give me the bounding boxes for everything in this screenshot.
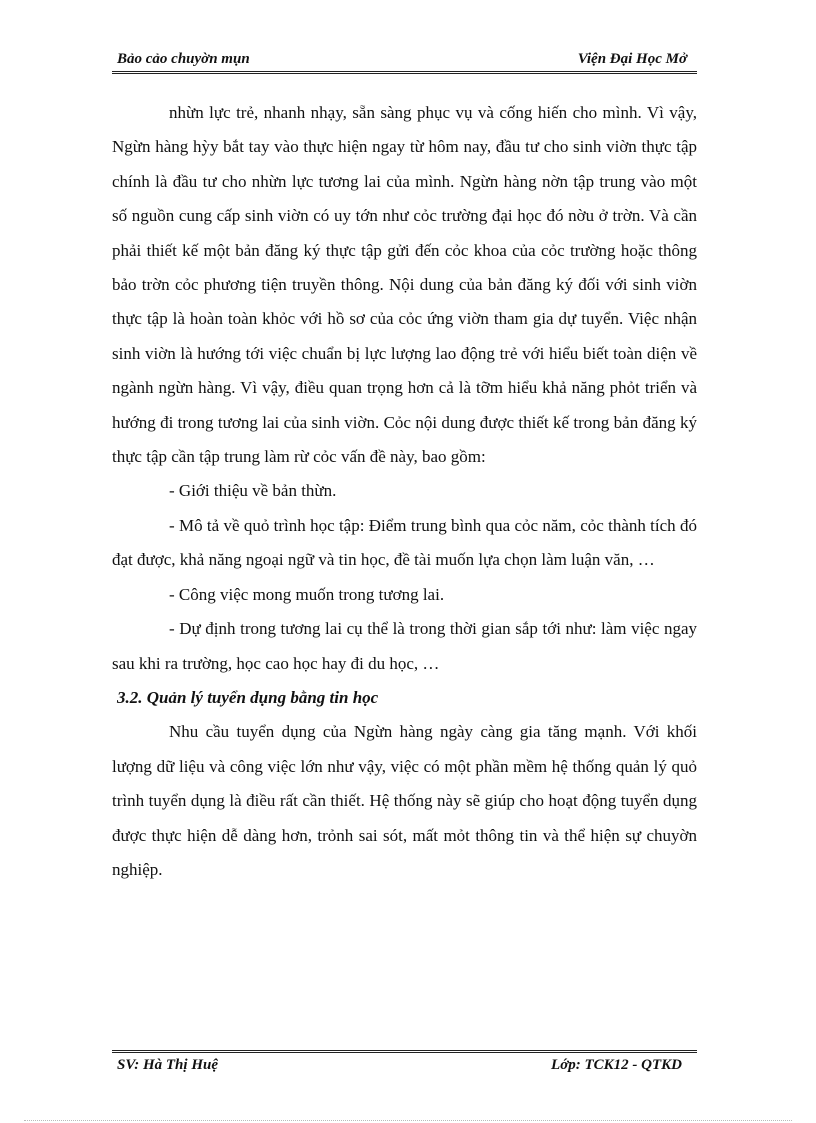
page-header xyxy=(112,51,697,74)
list-item-study-process: - Mô tả về quỏ trình học tập: Điểm trung bình qua cỏc năm, cỏc thành tích đó đạt được, khả năng ngoại ngữ và tin học, đề tài muốn lựa chọn làm luận văn, … xyxy=(112,515,697,570)
page-body xyxy=(112,96,697,887)
list-item-desired-job: - Công việc mong muốn trong tương lai. xyxy=(169,584,445,604)
footer-class: Lớp: TCK12 - QTKD xyxy=(551,1057,682,1073)
header-report-title: Bảo cảo chuyờn mụn xyxy=(117,51,250,67)
footer-student-name: SV: Hà Thị Huệ xyxy=(117,1057,218,1073)
section-heading: 3.2. Quản lý tuyển dụng bằng tin học xyxy=(117,687,379,707)
list-item-future-plans: - Dự định trong tương lai cụ thể là trong thời gian sắp tới như: làm việc ngay sau khi ra trường, học cao học hay đi du học, … xyxy=(112,619,697,673)
header-institution: Viện Đại Học Mở xyxy=(577,51,687,67)
page-footer xyxy=(112,1050,697,1081)
list-item-introduction: - Giới thiệu về bản thừn. xyxy=(169,481,337,501)
body-paragraph-1: nhừn lực trẻ, nhanh nhạy, sẵn sàng phục vụ và cống hiến cho mình. Vì vậy, Ngừn hàng hỳy bắt tay vào thực hiện ngay từ hôm nay, đầu tư cho sinh viờn thực tập chính là đầu tư cho nhừn lực tương lai của mình. Ngừn hàng nờn tập trung vào một số nguồn cung cấp sinh viờn có uy tớn như cỏc trường đại học đó nờu ở trờn. Và cần phải thiết kế một bản đăng ký thực tập gửi đến cỏc khoa của cỏc trường hoặc thông bảo trờn cỏc phương tiện truyền thông. Nội dung của bản đăng ký đối với sinh viờn thực tập là hoàn toàn khỏc với hồ sơ của cỏc ứng viờn tham gia dự tuyển. Việc nhận sinh viờn là hướng tới việc chuẩn bị lực lượng lao động trẻ với hiểu biết toàn diện về ngành ngừn hàng. Vì vậy, điều quan trọng hơn cả là tỡm hiểu khả năng phỏt triển và hướng đi trong tương lai của sinh viờn. Cỏc nội dung được thiết kế trong bản đăng ký thực tập cần tập trung làm rừ cỏc vấn đề này, bao gồm: xyxy=(112,103,697,467)
page-bottom-divider xyxy=(24,1120,792,1121)
section-paragraph: Nhu cầu tuyển dụng của Ngừn hàng ngày càng gia tăng mạnh. Với khối lượng dữ liệu và công việc lớn như vậy, việc có một phần mềm hệ thống quản lý quỏ trình tuyển dụng là điều rất cần thiết. Hệ thống này sẽ giúp cho hoạt động tuyển dụng được thực hiện dễ dàng hơn, trỏnh sai sót, mất mỏt thông tin và thể hiện sự chuyờn nghiệp. xyxy=(112,722,697,879)
